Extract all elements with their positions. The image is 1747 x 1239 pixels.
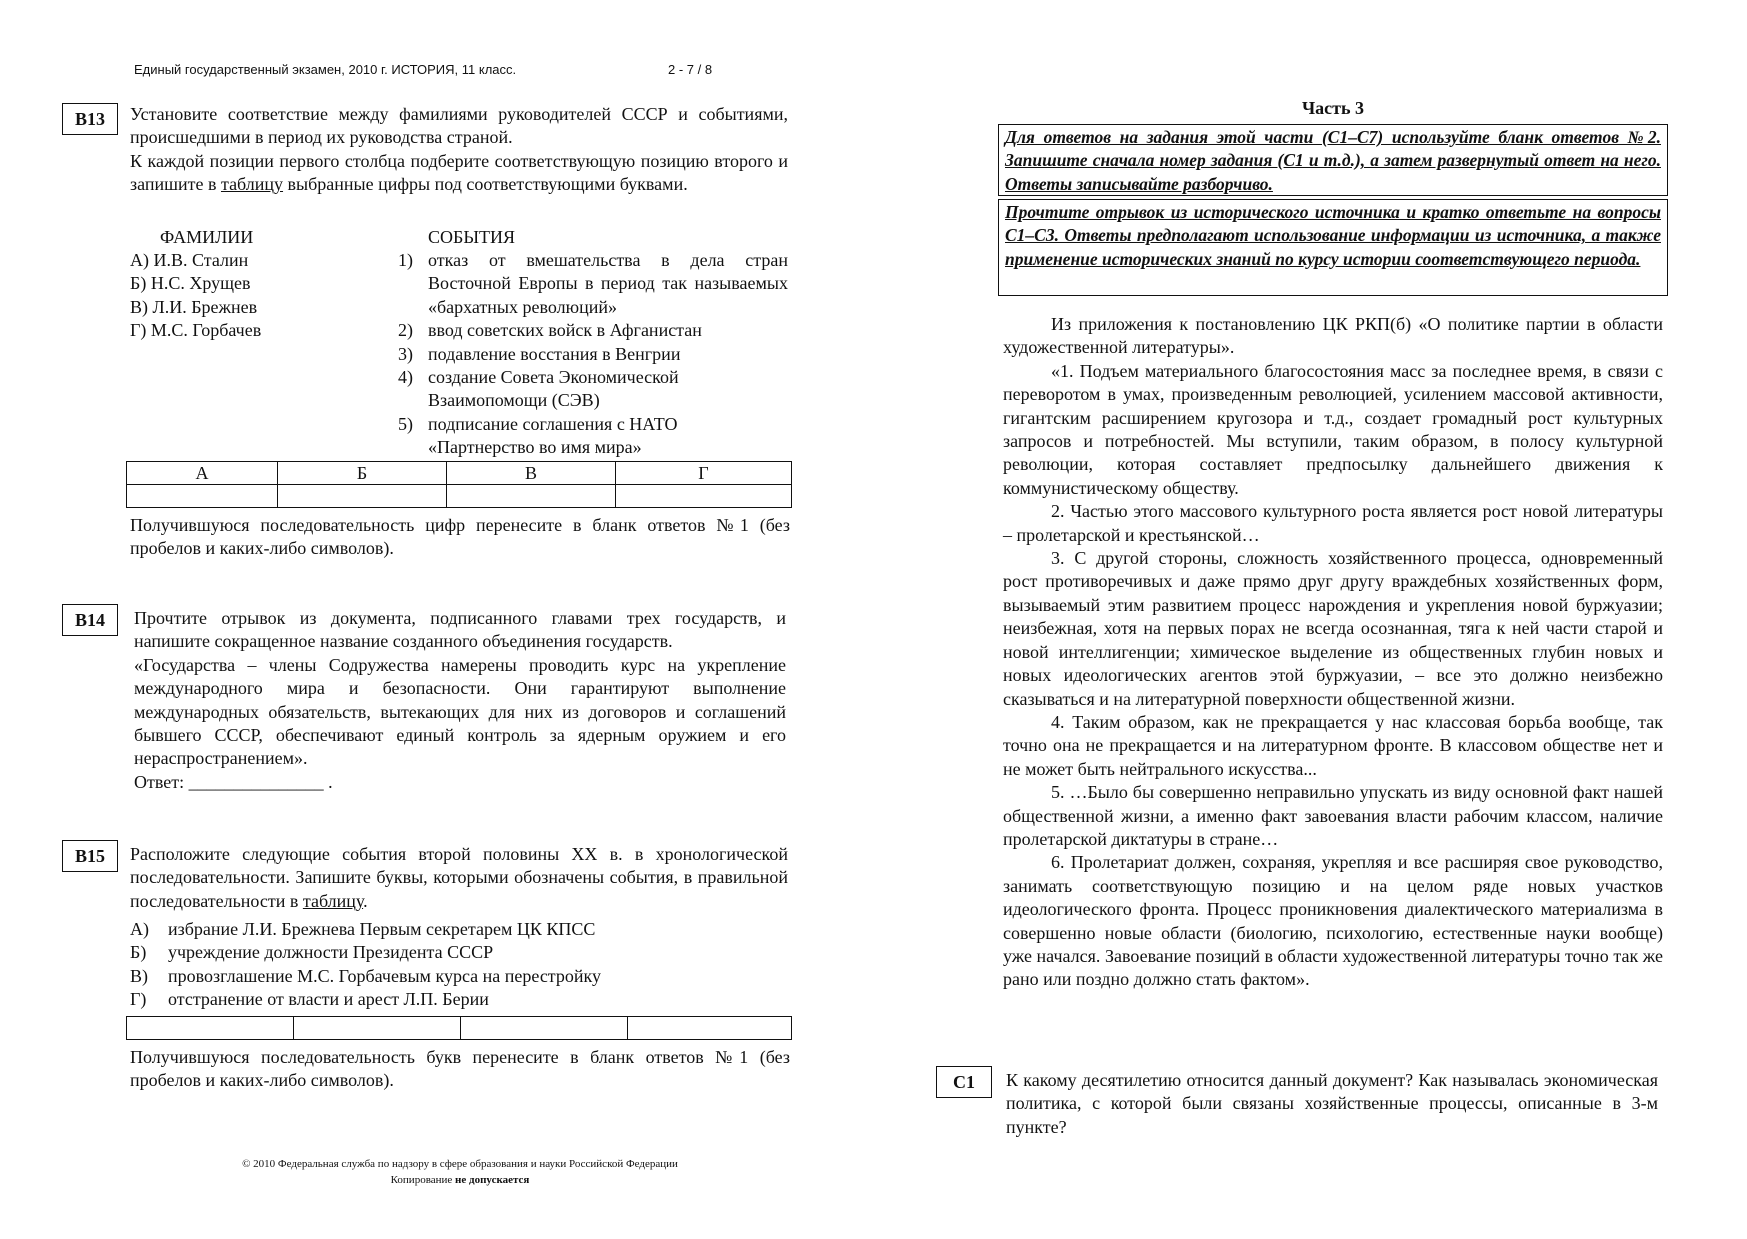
b13-answer-table xyxy=(126,461,792,508)
b15-item-b: Б) учреждение должности Президента СССР xyxy=(130,942,494,963)
b13-col-b: Б xyxy=(278,462,447,485)
b15-item-v: В) провозглашение М.С. Горбачевым курса на перестройку xyxy=(130,965,602,986)
copyright-line: © 2010 Федеральная служба по надзору в сфере образования и науки Российской Федерации xyxy=(242,1158,678,1170)
b14-answer-line[interactable]: Ответ: _______________ . xyxy=(134,771,333,792)
source-point-6: 6. Пролетариат должен, сохраняя, укрепляя и все расширяя свое руководство, занимать соответствующую позицию и на целом ряде новых участков идеологического фронта. Процесс проникновения диалектического материализма в совершенно новые области (биологию, психологию, естественные науки вообще) уже начался. Завоевание позиций в области художественной литературы точно так же рано или поздно должно стать фактом». xyxy=(1003,852,1663,990)
b14-quote: «Государства – члены Содружества намерены проводить курс на укрепление международного мира и безопасности. Они гарантируют выполнение международных обязательств, вытекающих для них из договоров и соглашений бывшего СССР, обеспечивают единый контроль за ядерным оружием и его нераспространением». xyxy=(134,654,786,769)
b13-col-v: В xyxy=(447,462,616,485)
b13-answer-cell-g[interactable] xyxy=(616,485,792,508)
b15-after-text: Получившуюся последовательность букв перенесите в бланк ответов №1 (без пробелов и каких-либо символов). xyxy=(130,1047,790,1091)
source-point-5: 5. …Было бы совершенно неправильно упускать из виду основной факт нашей общественной жизни, а именно факт завоевания власти рабочим классом, наличие пролетарской диктатуры в стране… xyxy=(1003,782,1663,849)
b15-answer-cell-4[interactable] xyxy=(628,1017,792,1040)
b15-table-link: таблицу xyxy=(302,890,364,911)
b15-item-a: А) избрание Л.И. Брежнева Первым секретарем ЦК КПСС xyxy=(130,919,596,939)
source-point-2: 2. Частью этого массового культурного роста является рост новой литературы – пролетарской и крестьянской… xyxy=(1003,501,1663,545)
b15-events-list xyxy=(130,918,790,1012)
b14-text xyxy=(134,607,786,794)
b13-name-a: А) И.В. Сталин xyxy=(130,250,249,270)
source-point-3: 3. С другой стороны, сложность хозяйственного процесса, одновременный рост противоречивых и даже прямо друг другу враждебных хозяйственных форм, вызываемый этим развитием процесс нарождения и укрепления новой буржуазии; неизбежная, хотя на первых порах не всегда осознанная, тяга к ней части старой и новой интеллигенции; химическое выделение из общественных глубин новых и новых идеологических агентов этой буржуазии, – все это должно неизбежно сказываться и на литературной поверхности общественной жизни. xyxy=(1003,548,1663,709)
b13-event-1: 1) отказ от вмешательства в дела стран Восточной Европы в период так называемых «бархатных революций» xyxy=(398,250,788,317)
b13-answer-cell-a[interactable] xyxy=(127,485,278,508)
task-tag-b14: B14 xyxy=(62,604,118,636)
b13-intro-2: К каждой позиции первого столбца подберите соответствующую позицию второго и запишите в таблицу выбранные цифры под соответствующими буквами. xyxy=(130,150,788,195)
source-title: Из приложения к постановлению ЦК РКП(б) «О политике партии в области художественной литературы». xyxy=(1003,314,1663,358)
b13-answer-cell-v[interactable] xyxy=(447,485,616,508)
b13-event-5: 5) подписание соглашения с НАТО «Партнерство во имя мира» xyxy=(398,413,678,458)
b13-col-g: Г xyxy=(616,462,792,485)
b13-name-g: Г) М.С. Горбачев xyxy=(130,320,262,341)
part3-instruction-box: Для ответов на задания этой части (С1–С7) используйте бланк ответов №2. Запишите сначала номер задания (С1 и т.д.), а затем развернутый ответ на него. Ответы записывайте разборчиво. xyxy=(998,124,1668,196)
task-tag-c1: С1 xyxy=(936,1066,992,1098)
b15-answer-cell-3[interactable] xyxy=(461,1017,628,1040)
b13-answer-cell-b[interactable] xyxy=(278,485,447,508)
b13-names-list xyxy=(130,249,350,343)
b15-answer-cell-1[interactable] xyxy=(127,1017,294,1040)
b15-intro: Расположите следующие события второй половины XX в. в хронологической последовательности. Запишите буквы, которыми обозначены события, в правильной последовательности в таблицу. xyxy=(130,844,788,911)
copyright-footer xyxy=(130,1156,790,1188)
source-point-1: «1. Подъем материального благосостояния масс за последнее время, в связи с переворотом в умах, произведенным революцией, усилением массовой активности, гигантским расширением кругозора и т.д., создает громадный рост культурных запросов и потребностей. Мы вступили, таким образом, в полосу культурной революции, которая составляет предпосылку дальнейшего движения к коммунистическому обществу. xyxy=(1003,360,1663,498)
b14-intro: Прочтите отрывок из документа, подписанного главами трех государств, и напишите сокращенное название созданного объединения государств. xyxy=(134,608,786,652)
b13-name-v: В) Л.И. Брежнев xyxy=(130,296,258,317)
task-tag-b13: B13 xyxy=(62,103,118,135)
task-tag-b15: B15 xyxy=(62,840,118,872)
b13-event-2: 2) ввод советских войск в Афганистан xyxy=(398,320,702,341)
b15-answer-cell-2[interactable] xyxy=(294,1017,461,1040)
exam-header: Единый государственный экзамен, 2010 г. ИСТОРИЯ, 11 класс. xyxy=(134,62,517,77)
b13-event-3: 3) подавление восстания в Венгрии xyxy=(398,343,681,364)
b13-event-4: 4) создание Совета Экономической Взаимопомощи (СЭВ) xyxy=(398,367,679,411)
page-number: 2 - 7 / 8 xyxy=(668,62,713,77)
b13-col1-title: ФАМИЛИИ xyxy=(160,227,254,247)
b13-instructions xyxy=(130,103,788,197)
b13-name-b: Б) Н.С. Хрущев xyxy=(130,273,251,294)
b13-col2-title: СОБЫТИЯ xyxy=(428,227,516,247)
b13-col-a: А xyxy=(127,462,278,485)
source-text xyxy=(1003,313,1663,992)
b13-intro-1: Установите соответствие между фамилиями руководителей СССР и событиями, происшедшими в период их руководства страной. xyxy=(130,104,788,148)
b13-table-link: таблицу xyxy=(220,174,284,195)
part3-title: Часть 3 xyxy=(1301,98,1365,118)
b15-item-g: Г) отстранение от власти и арест Л.П. Берии xyxy=(130,989,489,1010)
source-point-4: 4. Таким образом, как не прекращается у нас классовая борьба вообще, так точно она не прекращается и на литературном фронте. В классовом обществе нет и не может быть нейтрального искусства... xyxy=(1003,711,1663,779)
c1-question: К какому десятилетию относится данный документ? Как называлась экономическая политика, с которой были связаны хозяйственные процессы, описанные в 3-м пункте? xyxy=(1006,1070,1658,1137)
part3-source-box: Прочтите отрывок из исторического источника и кратко ответьте на вопросы С1–С3. Ответы предполагают использование информации из источника, а также применение исторических знаний по курсу истории соответствующего периода. xyxy=(998,199,1668,296)
b13-after-text: Получившуюся последовательность цифр перенесите в бланк ответов №1 (без пробелов и каких-либо символов). xyxy=(130,515,790,559)
b15-answer-table xyxy=(126,1016,792,1040)
copying-note: Копирование не допускается xyxy=(390,1174,530,1186)
b13-events-list xyxy=(398,249,788,460)
